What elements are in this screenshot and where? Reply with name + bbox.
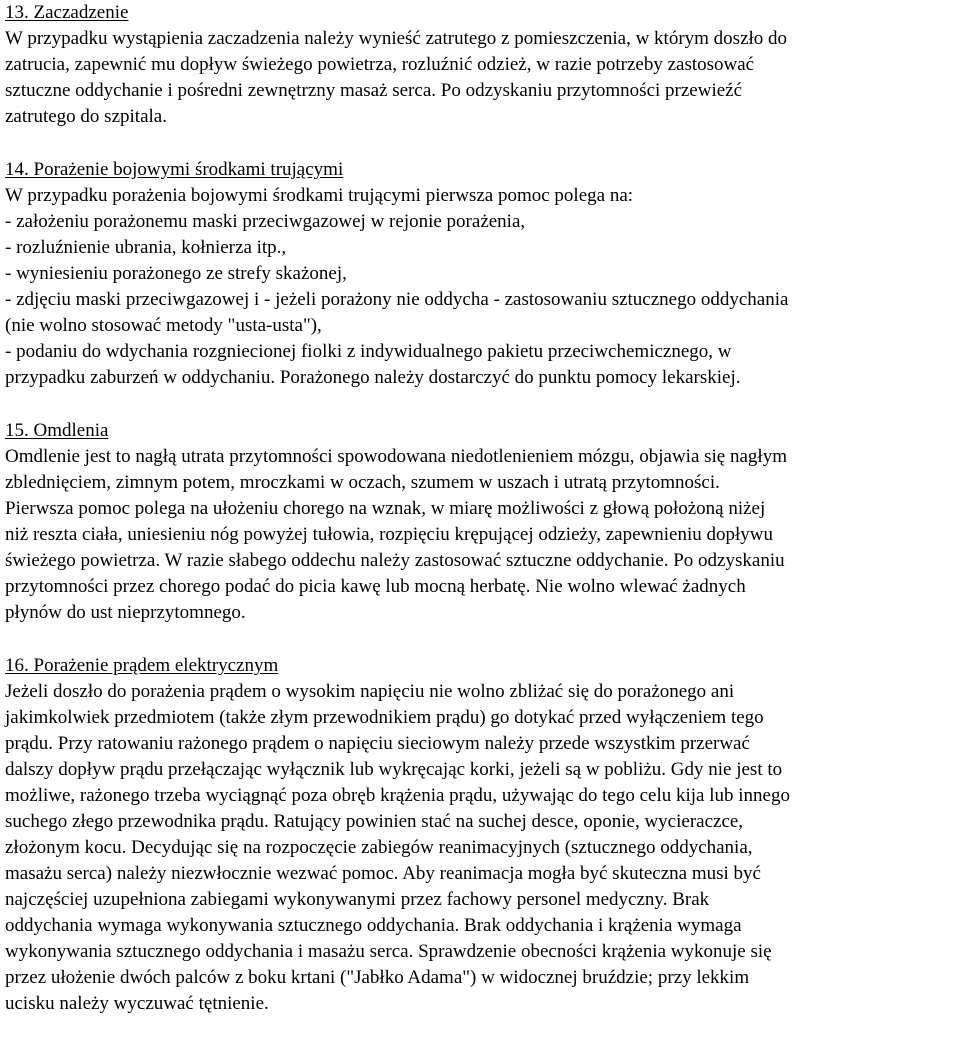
paragraph-line: W przypadku wystąpienia zaczadzenia należy wynieść zatrutego z pomieszczenia, w którym doszło do	[5, 28, 788, 49]
paragraph-line: ucisku należy wyczuwać tętnienie.	[5, 993, 269, 1014]
paragraph-line: najczęściej uzupełniona zabiegami wykonywanymi przez fachowy personel medyczny. Brak	[5, 889, 710, 910]
paragraph-line: suchego złego przewodnika prądu. Ratujący powinien stać na suchej desce, oponie, wycieraczce,	[5, 811, 744, 832]
section-heading: 14. Porażenie bojowymi środkami trującymi	[5, 159, 344, 180]
section-zaczadzenie	[5, 0, 957, 130]
paragraph-line: możliwe, rażonego trzeba wyciągnąć poza obręb krążenia prądu, używając do tego celu kija lub innego	[5, 785, 790, 806]
section-omdlenia	[5, 418, 957, 626]
paragraph-line: jakimkolwiek przedmiotem (także złym przewodnikiem prądu) go dotykać przed wyłączeniem tego	[5, 707, 764, 728]
paragraph-line: dalszy dopływ prądu przełączając wyłącznik lub wykręcając korki, jeżeli są w pobliżu. Gdy nie jest to	[5, 759, 783, 780]
paragraph-line: sztuczne oddychanie i pośredni zewnętrzny masaż serca. Po odzyskaniu przytomności przewieźć	[5, 80, 743, 101]
paragraph-line: niż reszta ciała, uniesieniu nóg powyżej tułowia, rozpięciu krępującej odzieży, zapewnieniu dopływu	[5, 524, 773, 545]
paragraph-line: Pierwsza pomoc polega na ułożeniu chorego na wznak, w miarę możliwości z głową położoną niżej	[5, 498, 766, 519]
paragraph-line: prądu. Przy ratowaniu rażonego prądem o napięciu sieciowym należy przede wszystkim przerwać	[5, 733, 750, 754]
paragraph-line: złożonym kocu. Decydując się na rozpoczęcie zabiegów reanimacyjnych (sztucznego oddychania,	[5, 837, 753, 858]
document-page	[5, 0, 957, 1044]
paragraph-line: Omdlenie jest to nagłą utrata przytomności spowodowana niedotlenieniem mózgu, objawia się nagłym	[5, 446, 787, 467]
section-porazenie-bojowymi	[5, 157, 957, 391]
paragraph-line: zatrutego do szpitala.	[5, 106, 167, 127]
list-item: - wyniesieniu porażonego ze strefy skażonej,	[5, 263, 347, 284]
section-heading: 13. Zaczadzenie	[5, 2, 129, 23]
paragraph-line: Jeżeli doszło do porażenia prądem o wysokim napięciu nie wolno zbliżać się do porażonego ani	[5, 681, 735, 702]
list-item: - zdjęciu maski przeciwgazowej i - jeżeli porażony nie oddycha - zastosowaniu sztucznego oddychania	[5, 289, 789, 310]
paragraph-line: oddychania wymaga wykonywania sztucznego oddychania. Brak oddychania i krążenia wymaga	[5, 915, 742, 936]
section-heading: 16. Porażenie prądem elektrycznym	[5, 655, 279, 676]
paragraph-line: przez ułożenie dwóch palców z boku krtani ("Jabłko Adama") w widocznej bruździe; przy lekkim	[5, 967, 750, 988]
section-heading: 15. Omdlenia	[5, 420, 109, 441]
list-item: - założeniu porażonemu maski przeciwgazowej w rejonie porażenia,	[5, 211, 526, 232]
list-item: - podaniu do wdychania rozgniecionej fiolki z indywidualnego pakietu przeciwchemicznego, w	[5, 341, 732, 362]
list-item-continuation: (nie wolno stosować metody "usta-usta"),	[5, 315, 322, 336]
paragraph-line: wykonywania sztucznego oddychania i masażu serca. Sprawdzenie obecności krążenia wykonuje się	[5, 941, 772, 962]
list-item-continuation: przypadku zaburzeń w oddychaniu. Porażonego należy dostarczyć do punktu pomocy lekarskiej.	[5, 367, 741, 388]
paragraph-line: zblednięciem, zimnym potem, mroczkami w oczach, szumem w uszach i utratą przytomności.	[5, 472, 720, 493]
list-item: - rozluźnienie ubrania, kołnierza itp.,	[5, 237, 287, 258]
paragraph-line: płynów do ust nieprzytomnego.	[5, 602, 246, 623]
paragraph-line: zatrucia, zapewnić mu dopływ świeżego powietrza, rozluźnić odzież, w razie potrzeby zastosować	[5, 54, 755, 75]
paragraph-line: przytomności przez chorego podać do picia kawę lub mocną herbatę. Nie wolno wlewać żadnych	[5, 576, 746, 597]
section-porazenie-pradem	[5, 653, 957, 1017]
paragraph-line: świeżego powietrza. W razie słabego oddechu należy zastosować sztuczne oddychanie. Po odzyskaniu	[5, 550, 785, 571]
paragraph-line: W przypadku porażenia bojowymi środkami trującymi pierwsza pomoc polega na:	[5, 185, 634, 206]
paragraph-line: masażu serca) należy niezwłocznie wezwać pomoc. Aby reanimacja mogła być skuteczna musi być	[5, 863, 761, 884]
